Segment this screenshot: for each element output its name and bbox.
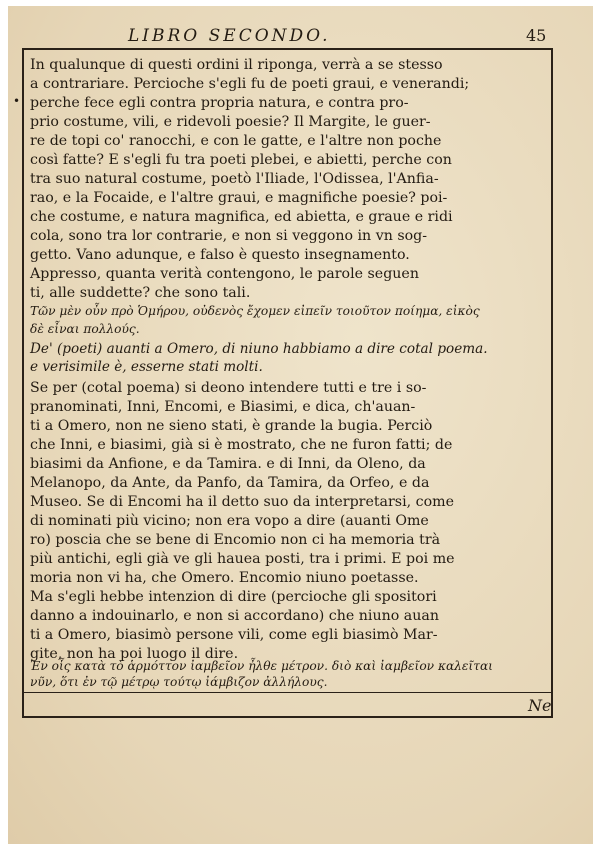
- translation-line: e verisimile è, esserne stati molti.: [30, 359, 263, 375]
- text-line: pranominati, Inni, Encomi, e Biasimi, e dica, ch'auan-: [30, 399, 416, 415]
- text-line: Ma s'egli hebbe intenzion di dire (percioche gli spositori: [30, 589, 437, 605]
- text-line: ti a Omero, biasimò persone vili, come egli biasimò Mar-: [30, 627, 438, 643]
- greek-quote-line: Ἐν οἷς κατὰ τὸ ἁρμόττον ἰαμβεῖον ἦλθε μέτρον. διὸ καὶ ἰαμβεῖον καλεῖται: [30, 659, 493, 673]
- text-line: più antichi, egli già ve gli hauea posti, tra i primi. E poi me: [30, 551, 455, 567]
- right-border: [551, 48, 553, 718]
- text-line: Museo. Se di Encomi ha il detto suo da interpretarsi, come: [30, 494, 454, 510]
- text-line: biasimi da Anfione, e da Tamira. e di Inni, da Oleno, da: [30, 456, 426, 472]
- bottom-rule-2: [22, 716, 552, 718]
- text-line: a contrariare. Percioche s'egli fu de poeti graui, e venerandi;: [30, 76, 470, 92]
- text-line: rao, e la Focaide, e l'altre graui, e magnifiche poesie? poi-: [30, 190, 448, 206]
- margin-mark: •: [13, 94, 21, 108]
- greek-quote-line: δὲ εἶναι πολλούς.: [30, 322, 140, 336]
- text-line: perche fece egli contra propria natura, e contra pro-: [30, 95, 409, 111]
- text-line: prio costume, vili, e ridevoli poesie? Il Margite, le guer-: [30, 114, 431, 130]
- left-border: [22, 48, 24, 718]
- catchword: Ne: [528, 696, 552, 715]
- text-line: Melanopo, da Ante, da Panfo, da Tamira, da Orfeo, e da: [30, 475, 430, 491]
- header-rule: [22, 48, 552, 50]
- greek-quote-line: Τῶν μὲν οὖν πρὸ Ὁμήρου, οὐδενὸς ἔχομεν εἰπεῖν τοιοῦτον ποίημα, εἰκὸς: [30, 304, 480, 318]
- text-line: ti a Omero, non ne sieno stati, è grande la bugia. Perciò: [30, 418, 433, 434]
- text-line: di nominati più vicino; non era vopo a dire (auanti Ome: [30, 513, 429, 529]
- greek-quote-line: νῦν, ὅτι ἐν τῷ μέτρῳ τούτῳ ἰάμβιζον ἀλλήλους.: [30, 675, 328, 689]
- bottom-rule: [22, 692, 552, 693]
- text-line: cola, sono tra lor contrarie, e non si veggono in vn sog-: [30, 228, 428, 244]
- text-line: gite, non ha poi luogo il dire.: [30, 646, 239, 662]
- text-line: Se per (cotal poema) si deono intendere tutti e tre i so-: [30, 380, 427, 396]
- running-title: LIBRO SECONDO.: [128, 26, 331, 46]
- text-line: Appresso, quanta verità contengono, le parole seguen: [30, 266, 419, 282]
- text-line: danno a indouinarlo, e non si accordano) che niuno auan: [30, 608, 439, 624]
- text-line: re de topi co' ranocchi, e con le gatte, e l'altre non poche: [30, 133, 442, 149]
- text-line: getto. Vano adunque, e falso è questo insegnamento.: [30, 247, 410, 263]
- text-line: ro) poscia che se bene di Encomio non ci ha memoria trà: [30, 532, 441, 548]
- book-page: [8, 6, 593, 844]
- translation-line: De' (poeti) auanti a Omero, di niuno habbiamo a dire cotal poema.: [30, 341, 488, 357]
- text-line: tra suo natural costume, poetò l'Iliade, l'Odissea, l'Anfia-: [30, 171, 439, 187]
- text-line: ti, alle suddette? che sono tali.: [30, 285, 251, 301]
- text-line: così fatte? E s'egli fu tra poeti plebei, e abietti, perche con: [30, 152, 452, 168]
- text-line: che Inni, e biasimi, già si è mostrato, che ne furon fatti; de: [30, 437, 453, 453]
- text-line: moria non vi ha, che Omero. Encomio niuno poetasse.: [30, 570, 419, 586]
- text-line: In qualunque di questi ordini il riponga, verrà a se stesso: [30, 57, 443, 73]
- page-number: 45: [526, 26, 547, 45]
- text-line: che costume, e natura magnifica, ed abietta, e graue e ridi: [30, 209, 453, 225]
